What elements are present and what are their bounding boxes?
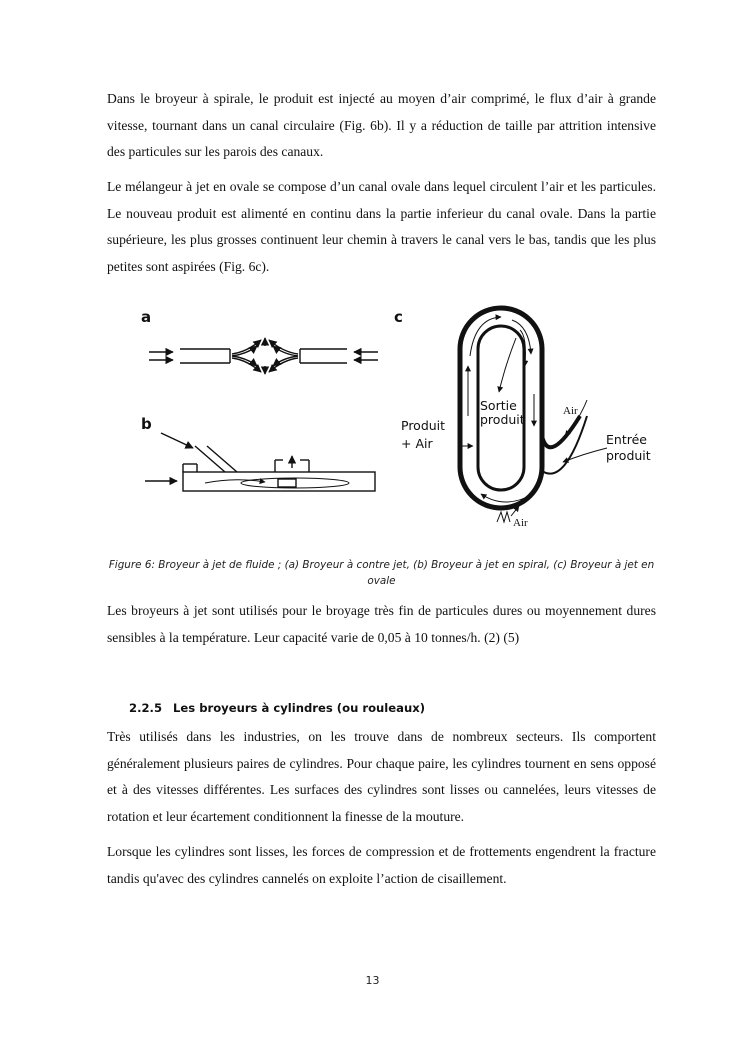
label-entree-line1: Entrée [606,432,647,447]
figure-6 [135,296,655,536]
page-number: 13 [365,974,380,987]
label-sortie-line1: Sortie [480,398,517,413]
diagram-counter-jet [149,338,378,374]
label-entree-line2: produit [606,448,651,463]
section-number: 2.2.5 [129,701,163,715]
paragraph-spiral-mill: Dans le broyeur à spirale, le produit est injecté au moyen d’air comprimé, le flux d’air à grande vitesse, tournant dans un canal circulaire (Fig. 6b). Il y a réduction de taille par attrition intensive des particules sur les parois des canaux. [107,91,656,160]
figure-caption: Figure 6: Broyeur à jet de fluide ; (a) Broyeur à contre jet, (b) Broyeur à jet en spiral, (c) Broyeur à jet en ovale [108,559,655,587]
label-sortie-line2: produit [480,412,525,427]
paragraph-jet-mill-usage: Les broyeurs à jet sont utilisés pour le broyage très fin de particules dures ou moyennement dures sensibles à la température. Leur capacité varie de 0,05 à 10 tonnes/h. (2) (5) [107,603,656,645]
section-heading [129,701,425,715]
label-produit-line2: + Air [401,436,433,451]
label-air-bottom: Air [513,517,528,529]
diagram-spiral-jet [145,433,375,491]
section-title: Les broyeurs à cylindres (ou rouleaux) [173,701,425,715]
label-air-right: Air [563,405,578,417]
figure-6-drawing [135,296,655,536]
figure-label-a: a [141,308,152,326]
paragraph-smooth-vs-fluted: Lorsque les cylindres sont lisses, les forces de compression et de frottements engendrent la fracture tandis qu'avec des cylindres cannelés on exploite l’action de cisaillement. [107,844,656,886]
paragraph-roller-mills: Très utilisés dans les industries, on les trouve dans de nombreux secteurs. Ils comportent généralement plusieurs paires de cylindres. Pour chaque paire, les cylindres tournent en sens opposé et à des vitesses différentes. Les surfaces des cylindres sont lisses ou cannelées, leurs vitesses de rotation et leur écartement conditionnent la finesse de la mouture. [107,729,656,824]
label-produit-line1: Produit [401,418,446,433]
figure-label-c: c [394,308,403,326]
paragraph-oval-jet-mixer: Le mélangeur à jet en ovale se compose d’un canal ovale dans lequel circulent l’air et les particules. Le nouveau produit est alimenté en continu dans la partie inferieur du canal ovale. Dans la partie supérieure, les plus grosses continuent leur chemin à travers le canal vers le bas, tandis que les plus petites sont aspirées (Fig. 6c). [107,179,656,274]
figure-label-b: b [141,415,152,433]
